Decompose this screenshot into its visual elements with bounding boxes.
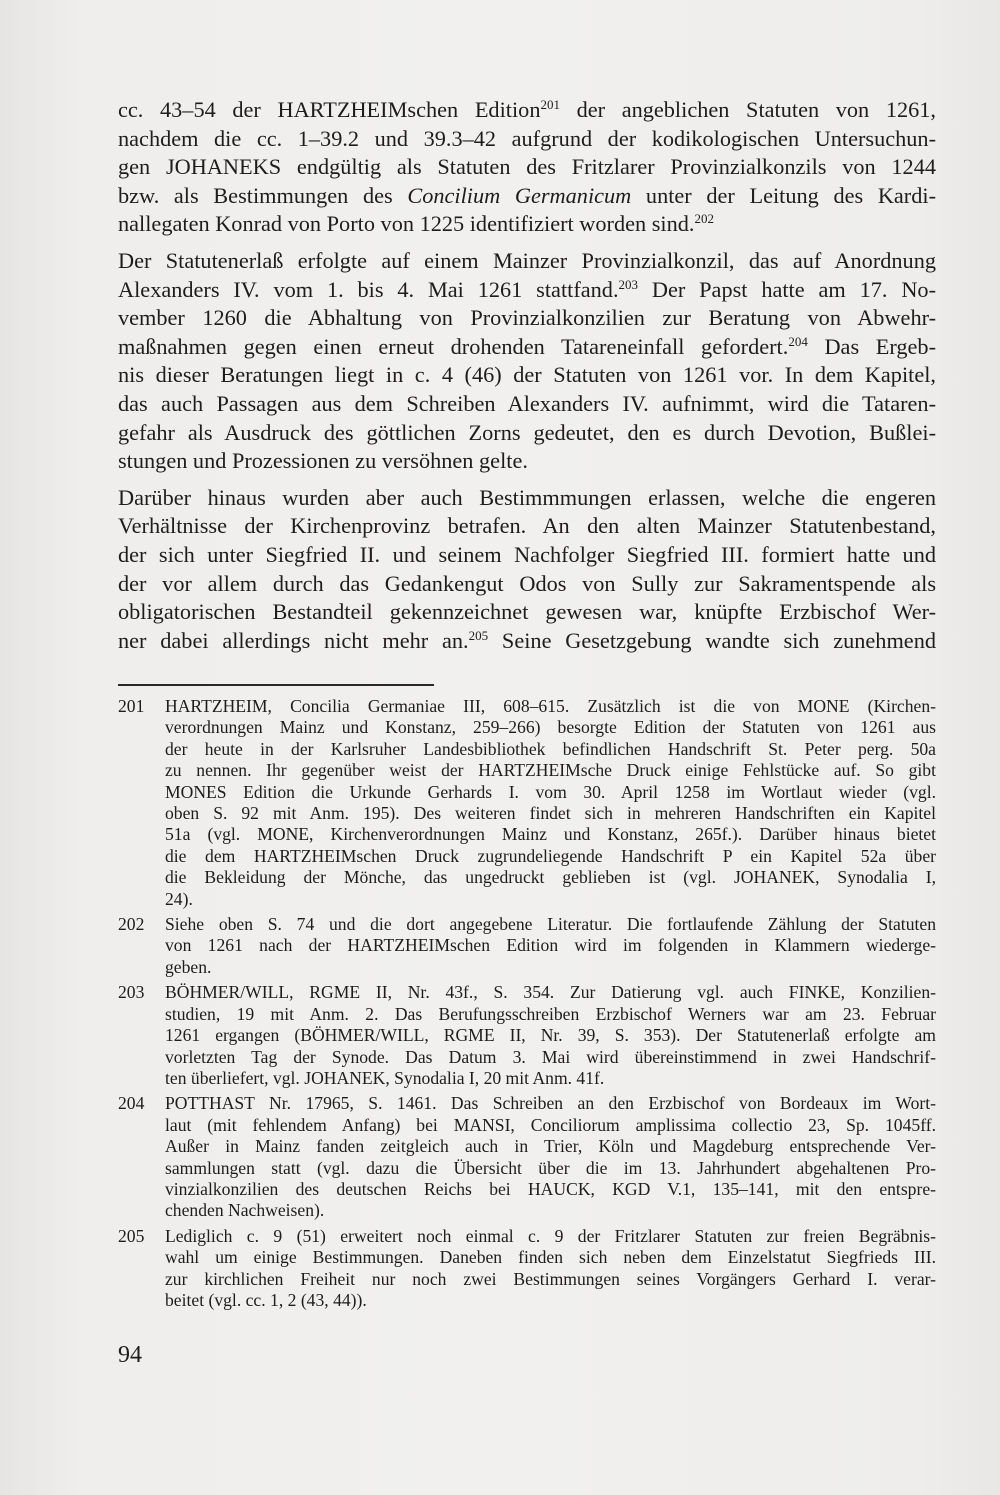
footnote-number: 202: [118, 914, 145, 935]
footnote-text: BÖHMER/WILL, RGME II, Nr. 43f., S. 354. Zur Datierung vgl. auch FINKE, Konzilien- studien, 19 mit Anm. 2. Das Berufungsschreiben Erzbischof Werners war am 23. Februar 1261 ergangen (BÖHMER/WILL, RGME II, Nr. 39, S. 353). Der Statutenerlaß erfolgte am vorletzten Tag der Synode. Das Datum 3. Mai wird übereinstimmend in zwei Handschrif- ten überliefert, vgl. JOHANEK, Synodalia I, 20 mit Anm. 41f.: [165, 982, 936, 1088]
footnote-ref-204: 204: [788, 333, 808, 349]
footnote-ref-201: 201: [540, 97, 560, 112]
footnote-separator: [118, 684, 434, 686]
footnote-ref-205: 205: [468, 627, 489, 643]
footnotes: [118, 696, 936, 1315]
footnote-number: 203: [118, 982, 145, 1003]
footnote-text: Siehe oben S. 74 und die dort angegebene Literatur. Die fortlaufende Zählung der Statuten von 1261 nach der HARTZHEIMschen Edition wird im folgenden in Klammern wiederge- geben.: [165, 914, 936, 977]
footnote-205: [118, 1226, 936, 1312]
main-text: [118, 96, 936, 663]
footnote-201: [118, 696, 936, 910]
footnote-ref-202: 202: [694, 211, 714, 227]
footnote-text: HARTZHEIM, Concilia Germaniae III, 608–615. Zusätzlich ist die von MONE (Kirchen- verordnungen Mainz und Konstanz, 259–266) besorgte Edition der Statuten von 1261 aus der heute in der Karlsruher Landesbibliothek befindlichen Handschrift St. Peter perg. 50a zu nennen. Ihr gegenüber weist der HARTZHEIMsche Druck einige Fehlstücke auf. So gibt MONES Edition die Urkunde Gerhards I. vom 30. April 1258 im Wortlaut wieder (vgl. oben S. 92 mit Anm. 195). Des weiteren findet sich in mehreren Handschriften ein Kapitel 51a (vgl. MONE, Kirchenverordnungen Mainz und Konstanz, 265f.). Darüber hinaus bietet die dem HARTZHEIMschen Druck zugrundeliegende Handschrift P ein Kapitel 52a über die Bekleidung der Mönche, das ungedruckt geblieben ist (vgl. JOHANEK, Synodalia I, 24).: [165, 696, 936, 909]
footnote-203: [118, 982, 936, 1089]
footnote-ref-203: 203: [618, 276, 639, 292]
paragraph-1: cc. 43–54 der HARTZHEIMschen Edition$^{201}$ der angeblichen Statuten von 1261, nachdem die cc. 1–39.2 und 39.3–42 aufgrund der kodikologischen Untersuchun- gen JOHANEKS endgültig als Statuten des Fritzlarer Provinzialkonzils von 1244 bzw. als Bestimmungen des Concilium Germanicum unter der Leitung des Kardi- nallegaten Konrad von Porto von 1225 identifiziert worden sind.$^{202}$: [118, 97, 937, 237]
footnote-text: POTTHAST Nr. 17965, S. 1461. Das Schreiben an den Erzbischof von Bordeaux im Wort- laut (mit fehlendem Anfang) bei MANSI, Conciliorum amplissima collectio 23, Sp. 1045ff. Außer in Mainz fanden zeitgleich auch in Trier, Köln und Magdeburg entsprechende Ver- sammlungen statt (vgl. dazu die Übersicht über die im 13. Jahrhundert abgehaltenen Pro- vinzialkonzilien des deutschen Reichs bei HAUCK, KGD V.1, 135–141, mit den entspre- chenden Nachweisen).: [165, 1093, 936, 1221]
footnote-text: Lediglich c. 9 (51) erweitert noch einmal c. 9 der Fritzlarer Statuten zur freien Begräbnis- wahl um einige Bestimmungen. Daneben finden sich neben dem Einzelstatut Siegfrieds III. zur kirchlichen Freiheit nur noch zwei Bestimmungen seines Vorgängers Gerhard I. verar- beitet (vgl. cc. 1, 2 (43, 44)).: [165, 1225, 936, 1310]
page-number: 94: [118, 1342, 142, 1368]
footnote-204: [118, 1093, 936, 1221]
footnote-202: [118, 914, 936, 978]
paragraph-3: Darüber hinaus wurden aber auch Bestimmmungen erlassen, welche die engeren Verhältnisse der Kirchenprovinz betrafen. An den alten Mainzer Statutenbestand, der sich unter Siegfried II. und seinem Nachfolger Siegfried III. formiert hatte und der vor allem durch das Gedankengut Odos von Sully zur Sakramentspende als obligatorischen Bestandteil gekennzeichnet gewesen war, knüpfte Erzbischof Wer- ner dabei allerdings nicht mehr an.$^{205}$ Seine Gesetzgebung wandte sich zunehmend: [118, 484, 936, 653]
footnote-number: 201: [118, 696, 145, 716]
paragraph-2: Der Statutenerlaß erfolgte auf einem Mainzer Provinzialkonzil, das auf Anordnung Alexanders IV. vom 1. bis 4. Mai 1261 stattfand.$^{203}$ Der Papst hatte am 17. No- vember 1260 die Abhaltung von Provinzialkonzilien zur Beratung von Abwehr- maßnahmen gegen einen erneut drohenden Tatareneinfall gefordert.$^{204}$ Das Ergeb- nis dieser Beratungen liegt in c. 4 (46) der Statuten von 1261 vor. In dem Kapitel, das auch Passagen aus dem Schreiben Alexanders IV. aufnimmt, wird die Tataren- gefahr als Ausdruck des göttlichen Zorns gedeutet, den es durch Devotion, Bußlei- stungen und Prozessionen zu versöhnen gelte.: [118, 247, 937, 474]
footnote-number: 205: [118, 1225, 145, 1246]
italic-title: Concilium Germanicum: [407, 182, 632, 208]
footnote-number: 204: [118, 1093, 145, 1114]
